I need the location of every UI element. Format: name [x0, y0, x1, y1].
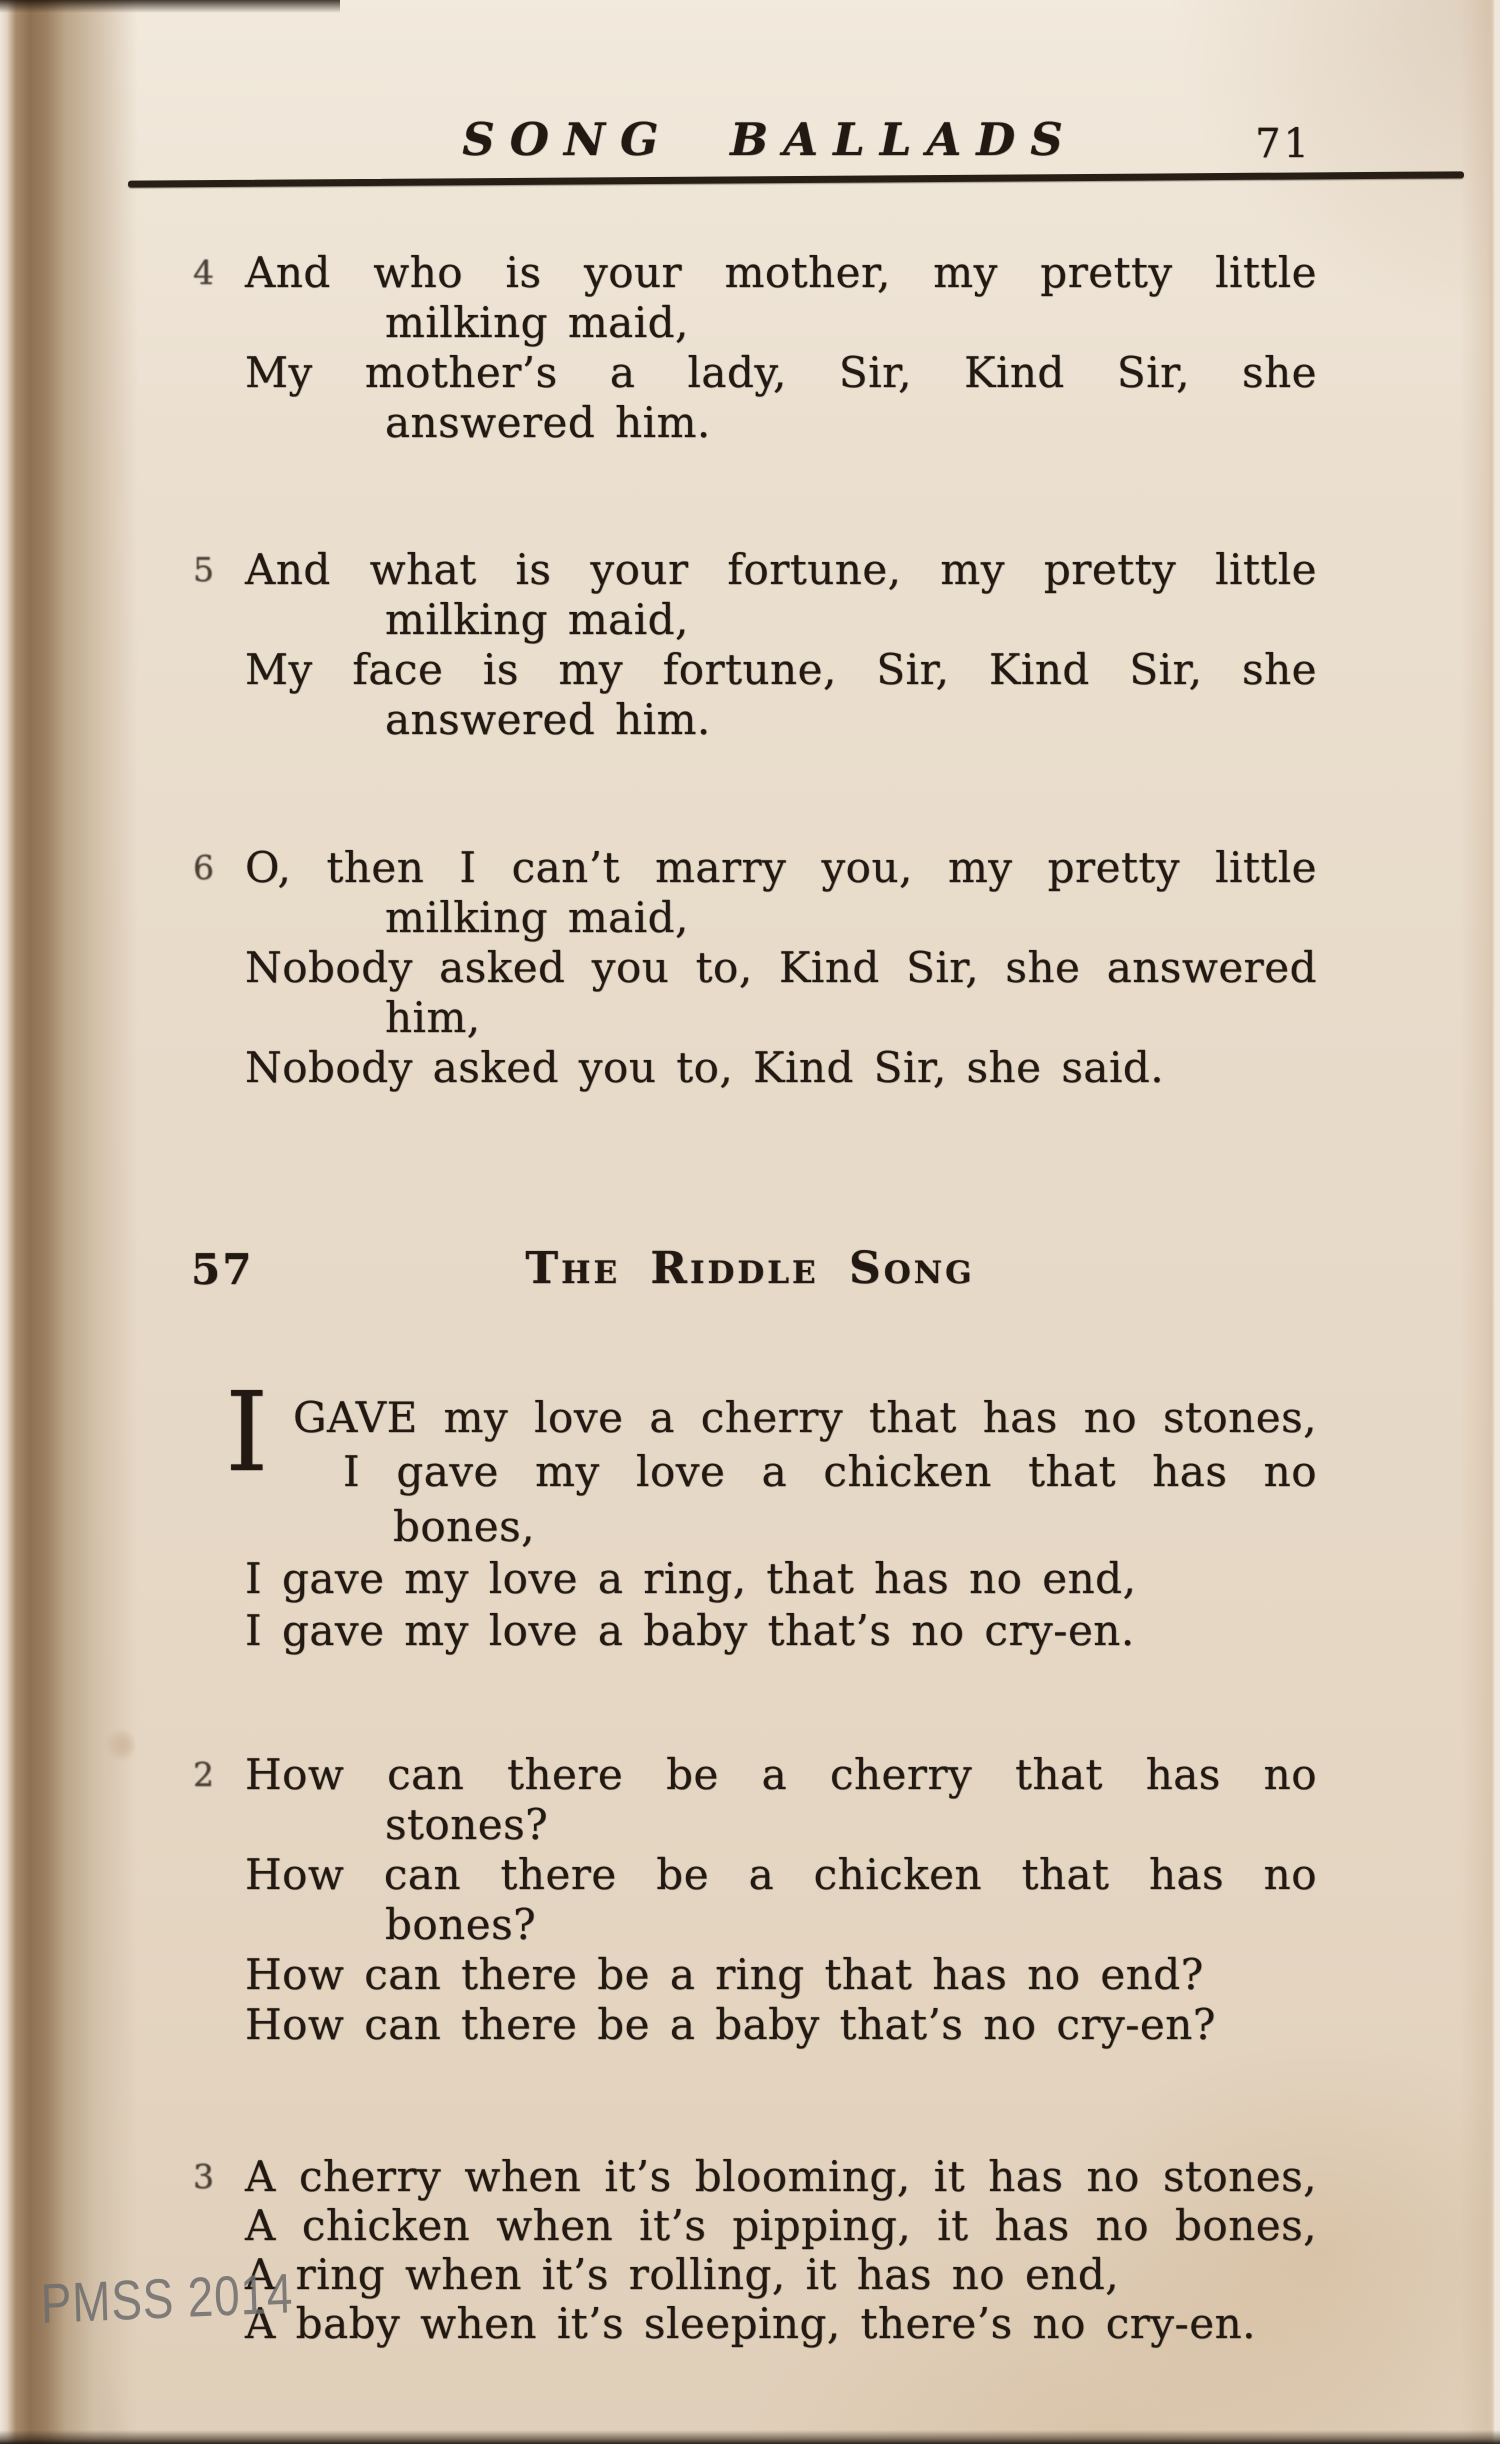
verse-line: answered him.: [385, 695, 711, 744]
verse-line: bones?: [385, 1900, 537, 1949]
watermark: PMSS 2014: [39, 2261, 294, 2335]
drop-cap: I: [225, 1368, 269, 1496]
verse-number: 6: [193, 848, 215, 887]
page-number: 71: [1255, 121, 1312, 167]
verse-block-r2: [193, 1750, 1317, 2050]
verse-line: him,: [385, 993, 481, 1042]
verse-line: O, then I can’t marry you, my pretty little: [245, 843, 1317, 892]
verse-line: A ring when it’s rolling, it has no end,: [245, 2250, 1120, 2299]
verse-line: GAVE my love a cherry that has no stones,: [293, 1393, 1317, 1442]
verse-line: My mother’s a lady, Sir, Kind Sir, she: [245, 348, 1317, 397]
verse-line: My face is my fortune, Sir, Kind Sir, she: [245, 645, 1317, 694]
verse-number: 3: [193, 2157, 215, 2196]
verse-line: And what is your fortune, my pretty little: [245, 545, 1317, 594]
verse-line: stones?: [385, 1800, 549, 1849]
verse-line: A chicken when it’s pipping, it has no bones,: [245, 2201, 1317, 2250]
verse-line: How can there be a baby that’s no cry-en?: [245, 2000, 1216, 2049]
verse-line: How can there be a ring that has no end?: [245, 1950, 1204, 1999]
verse-line: A baby when it’s sleeping, there’s no cry-en.: [245, 2299, 1256, 2348]
verse-line: milking maid,: [385, 595, 689, 644]
verse-block-6: [193, 843, 1317, 1093]
verse-number: 5: [193, 550, 215, 589]
verse-line: How can there be a chicken that has no: [245, 1850, 1317, 1899]
verse-line: How can there be a cherry that has no: [245, 1750, 1317, 1799]
verse-number: 2: [193, 1755, 215, 1794]
verse-block-r1: [225, 1368, 1317, 1657]
verse-line: Nobody asked you to, Kind Sir, she said.: [245, 1043, 1165, 1092]
verse-number: 4: [193, 253, 215, 292]
book-title: SONG BALLADS: [462, 113, 1078, 166]
verse-line: I gave my love a chicken that has no: [343, 1447, 1317, 1496]
verse-block-r3: [193, 2152, 1317, 2348]
verse-line: And who is your mother, my pretty little: [245, 248, 1317, 297]
header-rule: [128, 171, 1464, 187]
verse-line: A cherry when it’s blooming, it has no stones,: [245, 2152, 1317, 2201]
verse-line: milking maid,: [385, 298, 689, 347]
verse-line: milking maid,: [385, 893, 689, 942]
song-number: 57: [191, 1245, 254, 1294]
song-heading: [0, 1243, 1500, 1299]
verse-line: Nobody asked you to, Kind Sir, she answered: [245, 943, 1317, 992]
verse-block-4: [193, 248, 1317, 448]
song-title: The Riddle Song: [525, 1243, 975, 1294]
verse-line: I gave my love a ring, that has no end,: [245, 1554, 1137, 1603]
verse-line: answered him.: [385, 398, 711, 447]
verse-block-5: [193, 545, 1317, 745]
page-header: [0, 112, 1500, 172]
verse-line: I gave my love a baby that’s no cry-en.: [245, 1606, 1135, 1655]
verse-line: bones,: [393, 1502, 535, 1551]
